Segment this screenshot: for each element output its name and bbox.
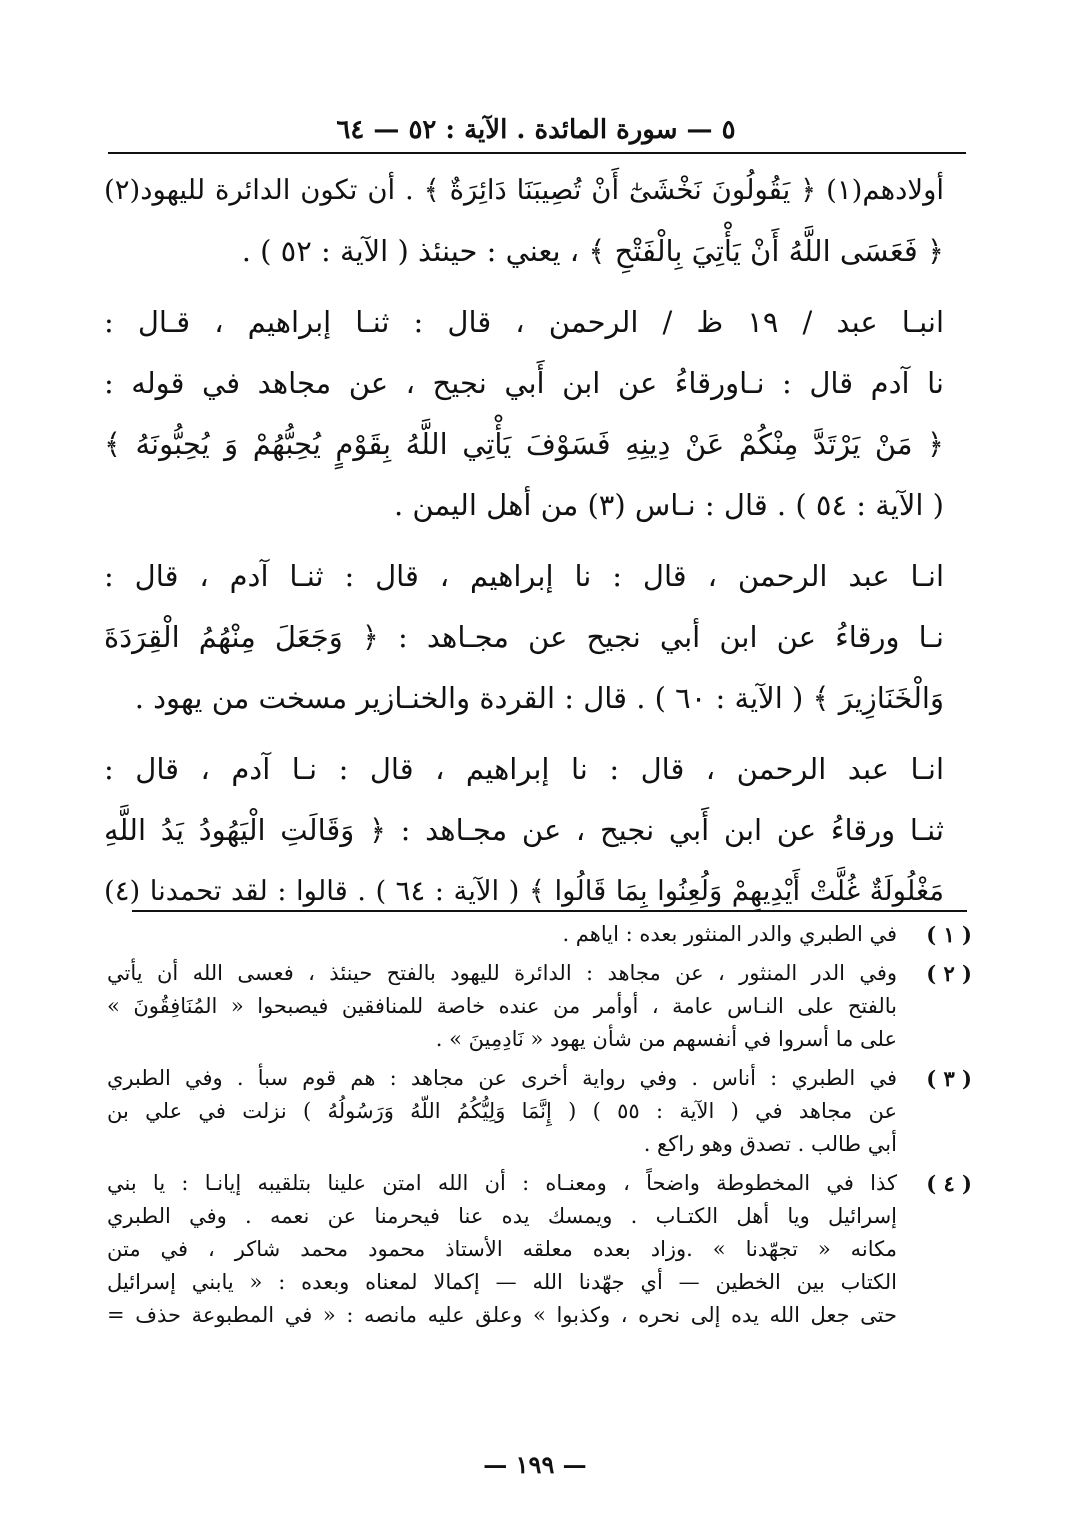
- footnote-marker: ( ٣ ): [926, 1066, 972, 1091]
- main-line: انـا عبد الرحمن ، قال : نا إبراهيم ، قال : نـا آدم ، قال :: [104, 752, 944, 786]
- main-line: وَالْخَنَازِيرَ ﴾ ( الآية : ٦٠ ) . قال : القردة والخنـازير مسخت من يهود .: [134, 681, 944, 715]
- footnote-line: الكتاب بين الخطين — أي جهّدنا الله — إكمالا لمعناه وبعده : « يابني إسرائيل: [107, 1270, 897, 1294]
- footnote-line: وفي الدر المنثور ، عن مجاهد : الدائرة لليهود بالفتح حينئذ ، فعسى الله أن يأتي: [107, 961, 897, 985]
- footnote-marker: ( ١ ): [926, 922, 972, 947]
- paragraph-gap: [104, 729, 944, 739]
- footnote: [107, 1062, 972, 1161]
- main-line: نـا ورقاءُ عن ابن أبي نجيح عن مجـاهد : ﴿ وَجَعَلَ مِنْهُمُ الْقِرَدَةَ: [104, 620, 944, 654]
- main-line: انبـا عبد / ١٩ ظ / الرحمن ، قال : ثنـا إبراهيم ، قـال :: [104, 305, 944, 339]
- footnote-line: كذا في المخطوطة واضحاً ، ومعنـاه : أن الله امتن علينا بتلقيبه إيانـا : يا بني: [107, 1171, 897, 1195]
- main-line: ﴿ فَعَسَى اللَّهُ أَنْ يَأْتِيَ بِالْفَتْحِ ﴾ ، يعني : حينئذ ( الآية : ٥٢ ) .: [241, 234, 944, 268]
- footnote-line: مكانه « تجهّدنا » .وزاد بعده معلقه الأستاذ محمود محمد شاكر ، في متن: [107, 1237, 897, 1261]
- footnote-line: بالفتح على النـاس عامة ، أوأمر من عنده خاصة للمنافقين فيصبحوا « المُنَافِقُونَ »: [107, 994, 897, 1018]
- footnote-line: حتى جعل الله يده إلى نحره ، وكذبوا » وعلق عليه مانصه : « في المطبوعة حذف =: [107, 1303, 897, 1327]
- footnote-line: إسرائيل ويا أهل الكتـاب . ويمسك يده عنا فيحرمنا عن نعمه . وفي الطبري: [107, 1204, 897, 1228]
- footnote: [107, 918, 972, 951]
- footnote-body: [107, 1167, 897, 1332]
- main-text: [104, 160, 944, 922]
- page-number: — ١٩٩ —: [483, 1450, 587, 1479]
- footnote-marker: ( ٢ ): [926, 961, 972, 986]
- footnotes: [107, 918, 972, 1338]
- footnote-rule: [132, 910, 967, 912]
- main-line: مَغْلُولَةٌ غُلَّتْ أَيْدِيهِمْ وَلُعِنُوا بِمَا قَالُوا ﴾ ( الآية : ٦٤ ) . قالوا : لقد تحمدنا (٤): [104, 875, 944, 907]
- paragraph-gap: [104, 536, 944, 546]
- footnote-line: أبي طالب . تصدق وهو راكع .: [643, 1132, 897, 1156]
- header-rule: [108, 152, 966, 154]
- footnote-line: في الطبري والدر المنثور بعده : اياهم .: [562, 922, 897, 946]
- main-line: أولادهم(١) ﴿ يَقُولُونَ نَخْشَىٰٓ أَنْ تُصِيبَنَا دَائِرَةٌ ﴾ . أن تكون الدائرة لليهود(٢): [104, 174, 944, 206]
- running-head: ٥ — سورة المائدة . الآية : ٥٢ — ٦٤: [336, 115, 736, 145]
- main-line: ثنـا ورقاءُ عن ابن أَبي نجيح ، عن مجـاهد : ﴿ وَقَالَتِ الْيَهُودُ يَدُ اللَّهِ: [104, 813, 944, 847]
- main-line: نا آدم قال : نـاورقاءُ عن ابن أَبي نجيح ، عن مجاهد في قوله :: [104, 366, 944, 400]
- main-line: انـا عبد الرحمن ، قال : نا إبراهيم ، قال : ثنـا آدم ، قال :: [104, 559, 944, 593]
- footnote-body: [107, 957, 897, 1056]
- footnote-line: في الطبري : أناس . وفي رواية أخرى عن مجاهد : هم قوم سبأ . وفي الطبري: [107, 1066, 897, 1090]
- footnote-body: [107, 1062, 897, 1161]
- footnote-line: على ما أسروا في أنفسهم من شأن يهود « نَادِمِينَ » .: [435, 1027, 897, 1051]
- footnote-body: [107, 918, 897, 951]
- paragraph-gap: [104, 282, 944, 292]
- main-line: ( الآية : ٥٤ ) . قال : نـاس (٣) من أهل اليمن .: [393, 488, 944, 522]
- footnote-line: عن مجاهد في ( الآية : ٥٥ ) ( إِنَّمَا وَلِيُّكُمُ اللَّهُ وَرَسُولُهُ ) نزلت في علي بن: [107, 1099, 897, 1123]
- main-line: ﴿ مَنْ يَرْتَدَّ مِنْكُمْ عَنْ دِينِهِ فَسَوْفَ يَأْتِي اللَّهُ بِقَوْمٍ يُحِبُّهُمْ وَ يُحِبُّونَهُ ﴾: [104, 427, 944, 461]
- footnote: [107, 957, 972, 1056]
- footnote-marker: ( ٤ ): [926, 1171, 972, 1196]
- footnote: [107, 1167, 972, 1332]
